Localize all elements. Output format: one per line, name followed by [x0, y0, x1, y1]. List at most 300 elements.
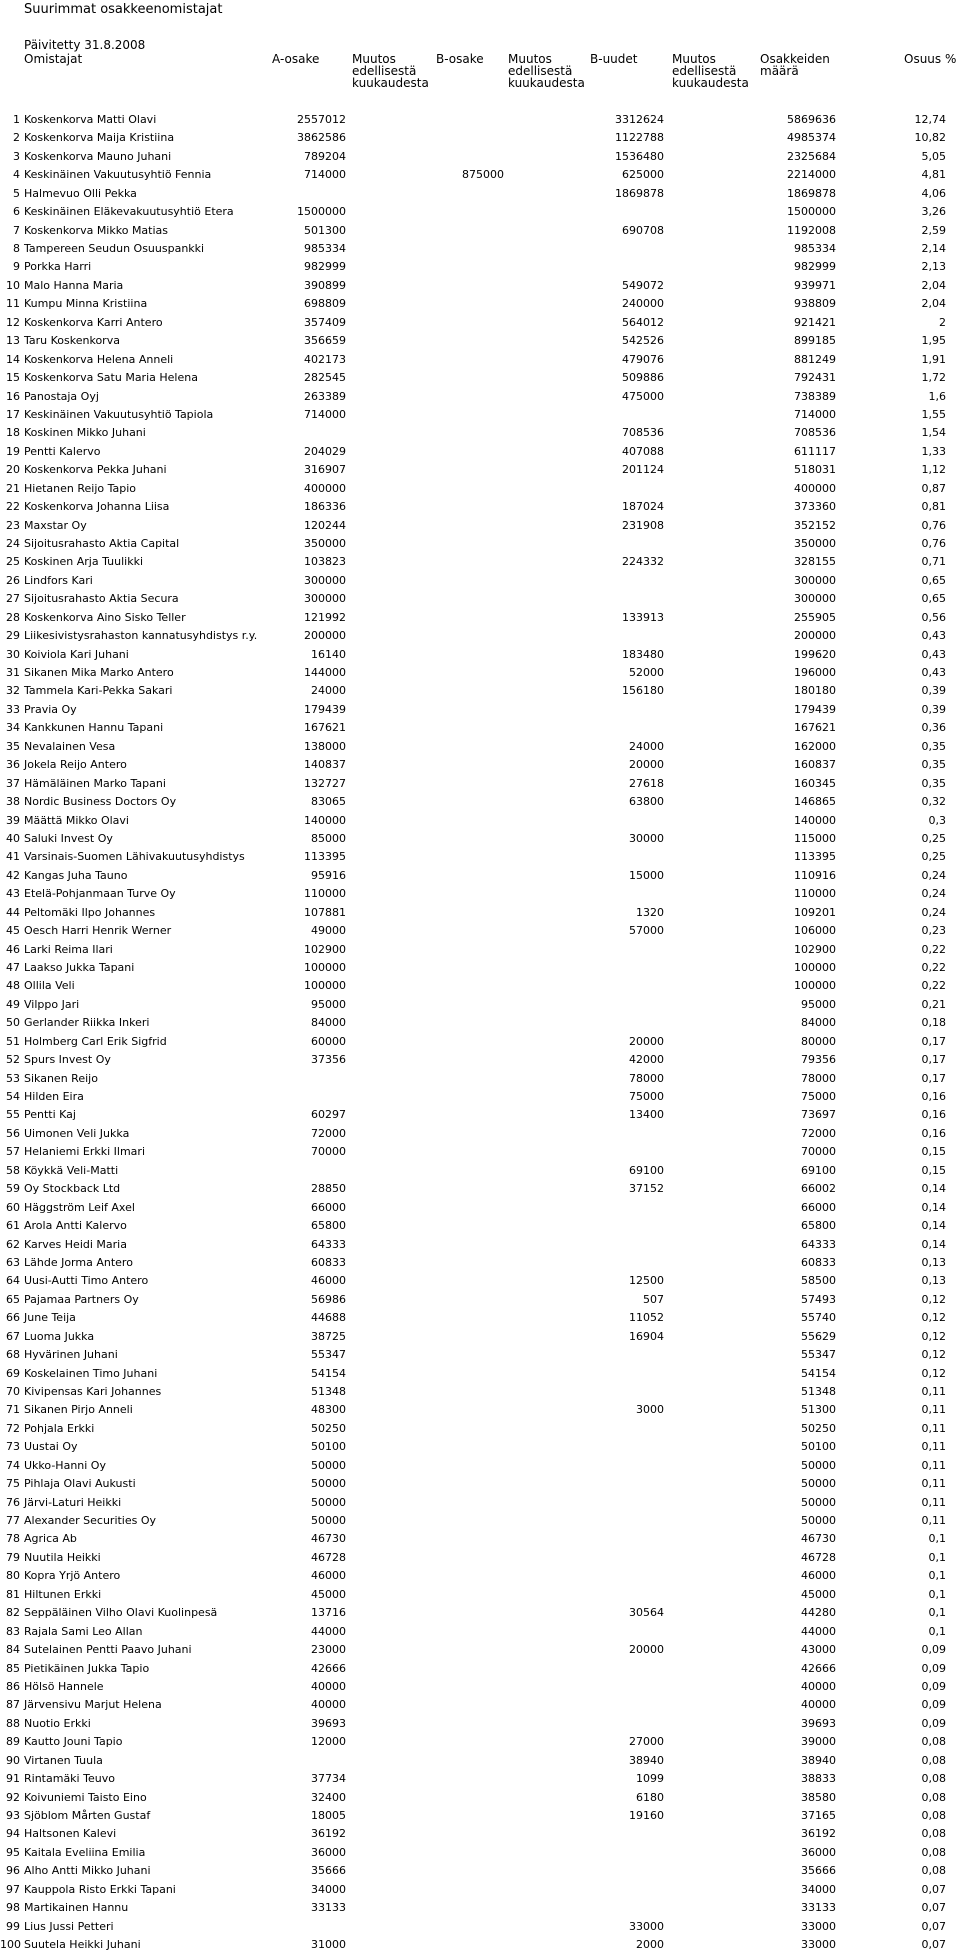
row-number: 65: [6, 1292, 20, 1306]
a-share: 37734: [311, 1772, 346, 1786]
owner-name: Uustai Oy: [24, 1440, 78, 1454]
percent: 1,12: [921, 463, 946, 477]
row-number: 64: [6, 1274, 20, 1288]
owner-name: Ukko-Hanni Oy: [24, 1458, 106, 1472]
row-number: 10: [6, 278, 20, 292]
owner-name: Nevalainen Vesa: [24, 739, 116, 753]
a-share: 24000: [311, 684, 346, 698]
row-number: 18: [6, 426, 20, 440]
percent: 0,16: [921, 1108, 946, 1122]
owner-name: Sutelainen Pentti Paavo Juhani: [24, 1643, 192, 1657]
a-share: 18005: [311, 1809, 346, 1823]
header-owners: Omistajat: [24, 52, 83, 66]
share-count: 43000: [801, 1643, 836, 1657]
b-new: 6180: [636, 1790, 664, 1804]
row-number: 47: [6, 961, 20, 974]
a-share: 36192: [311, 1827, 346, 1841]
share-count: 33133: [801, 1901, 836, 1915]
share-count: 146865: [794, 795, 836, 809]
row-number: 6: [13, 205, 20, 219]
share-count: 54154: [801, 1366, 836, 1380]
header-percent: Osuus %: [904, 52, 957, 66]
share-count: 350000: [794, 537, 836, 550]
a-share: 37356: [311, 1053, 346, 1067]
percent: 0,35: [921, 776, 946, 790]
a-share: 12000: [311, 1735, 346, 1749]
owner-name: Koskenkorva Mikko Matias: [24, 223, 169, 237]
a-share: 982999: [304, 260, 346, 274]
share-count: 50000: [801, 1495, 836, 1509]
owner-name: Koskenkorva Matti Olavi: [24, 113, 157, 126]
a-share: 144000: [304, 666, 346, 680]
row-number: 51: [6, 1034, 20, 1048]
percent: 0,1: [928, 1606, 946, 1620]
b-new: 1869878: [615, 186, 664, 200]
percent: 0,1: [928, 1569, 946, 1583]
a-share: 33133: [311, 1901, 346, 1915]
a-share: 28850: [311, 1182, 346, 1196]
share-count: 39693: [801, 1716, 836, 1730]
b-new: 3312624: [615, 113, 664, 126]
a-share: 60297: [311, 1108, 346, 1122]
row-number: 28: [6, 610, 20, 624]
owner-name: Hiltunen Erkki: [24, 1587, 102, 1601]
row-number: 39: [6, 813, 20, 827]
a-share: 167621: [304, 721, 346, 735]
owner-name: Koskenkorva Mauno Juhani: [24, 149, 172, 163]
a-share: 138000: [304, 739, 346, 753]
row-number: 63: [6, 1255, 20, 1269]
owner-name: Taru Koskenkorva: [24, 334, 120, 348]
row-number: 68: [6, 1348, 20, 1362]
a-share: 357409: [304, 315, 346, 329]
b-new: 690708: [622, 223, 664, 237]
percent: 2,14: [921, 242, 946, 256]
percent: 0,18: [921, 1016, 946, 1030]
owner-name: Järvi-Laturi Heikki: [24, 1495, 122, 1509]
a-share: 400000: [304, 481, 346, 495]
a-share: 132727: [304, 776, 346, 790]
owner-name: Jokela Reijo Antero: [24, 758, 127, 772]
share-count: 58500: [801, 1274, 836, 1288]
percent: 0,24: [921, 887, 946, 901]
share-count: 985334: [794, 242, 836, 256]
owner-name: Alexander Securities Oy: [24, 1514, 157, 1528]
share-count: 66002: [801, 1182, 836, 1196]
a-share: 186336: [304, 500, 346, 514]
owner-name: Keskinäinen Vakuutusyhtiö Fennia: [24, 168, 212, 182]
percent: 0,12: [921, 1366, 946, 1380]
owner-name: Pentti Kaj: [24, 1108, 76, 1122]
b-share: 875000: [462, 168, 504, 182]
b-new: 3000: [636, 1403, 664, 1417]
percent: 0,12: [921, 1311, 946, 1325]
header-share-count: Osakkeiden määrä: [760, 52, 830, 78]
a-share: 350000: [304, 537, 346, 550]
row-number: 57: [6, 1145, 20, 1159]
row-number: 87: [6, 1698, 20, 1712]
row-number: 9: [13, 260, 20, 274]
share-count: 95000: [801, 997, 836, 1011]
row-number: 40: [6, 831, 20, 845]
share-count: 80000: [801, 1034, 836, 1048]
row-number: 69: [6, 1366, 20, 1380]
owner-name: Rajala Sami Leo Allan: [24, 1624, 143, 1638]
share-count: 34000: [801, 1882, 836, 1896]
header-a-share: A-osake: [272, 52, 320, 66]
percent: 0,22: [921, 961, 946, 974]
percent: 0,09: [921, 1716, 946, 1730]
owner-name: Pietikäinen Jukka Tapio: [24, 1661, 150, 1675]
b-new: 475000: [622, 389, 664, 403]
row-number: 14: [6, 352, 20, 366]
owner-name: Holmberg Carl Erik Sigfrid: [24, 1034, 167, 1048]
b-new: 2000: [636, 1938, 664, 1951]
share-count: 792431: [794, 371, 836, 385]
row-number: 62: [6, 1237, 20, 1251]
a-share: 390899: [304, 278, 346, 292]
percent: 0,21: [921, 997, 946, 1011]
row-number: 11: [6, 297, 20, 311]
row-number: 38: [6, 795, 20, 809]
row-number: 5: [13, 186, 20, 200]
a-share: 204029: [304, 444, 346, 458]
row-number: 86: [6, 1679, 20, 1693]
share-count: 200000: [794, 629, 836, 643]
percent: 0,12: [921, 1329, 946, 1343]
b-new: 12500: [629, 1274, 664, 1288]
share-count: 55347: [801, 1348, 836, 1362]
b-new: 231908: [622, 518, 664, 532]
row-number: 82: [6, 1606, 20, 1620]
b-new: 1122788: [615, 131, 664, 145]
a-share: 40000: [311, 1679, 346, 1693]
b-new: 27000: [629, 1735, 664, 1749]
owner-name: Järvensivu Marjut Helena: [24, 1698, 162, 1712]
percent: 0,22: [921, 979, 946, 993]
row-number: 66: [6, 1311, 20, 1325]
b-new: 625000: [622, 168, 664, 182]
share-count: 1192008: [787, 223, 836, 237]
percent: 0,35: [921, 739, 946, 753]
percent: 0,08: [921, 1735, 946, 1749]
b-new: 708536: [622, 426, 664, 440]
owner-name: Koskenkorva Pekka Juhani: [24, 463, 167, 477]
owner-name: Uusi-Autti Timo Antero: [24, 1274, 149, 1288]
owner-name: Ollila Veli: [24, 979, 75, 993]
row-number: 56: [6, 1126, 20, 1140]
a-share: 121992: [304, 610, 346, 624]
row-number: 78: [6, 1532, 20, 1546]
a-share: 789204: [304, 149, 346, 163]
row-number: 80: [6, 1569, 20, 1583]
percent: 1,33: [921, 444, 946, 458]
owner-name: Uimonen Veli Jukka: [24, 1126, 130, 1140]
row-number: 79: [6, 1550, 20, 1564]
updated-date: Päivitetty 31.8.2008: [24, 38, 146, 52]
row-number: 16: [6, 389, 20, 403]
share-count: 50250: [801, 1421, 836, 1435]
row-number: 41: [6, 850, 20, 864]
owner-name: Arola Antti Kalervo: [24, 1219, 127, 1233]
percent: 0,24: [921, 868, 946, 882]
percent: 0,23: [921, 924, 946, 938]
percent: 2,04: [921, 297, 946, 311]
percent: 0,14: [921, 1182, 946, 1196]
owner-name: Lähde Jorma Antero: [24, 1255, 133, 1269]
share-count: 400000: [794, 481, 836, 495]
owner-name: Kopra Yrjö Antero: [24, 1569, 121, 1583]
percent: 2: [939, 315, 946, 329]
percent: 0,25: [921, 850, 946, 864]
share-count: 982999: [794, 260, 836, 274]
a-share: 70000: [311, 1145, 346, 1159]
a-share: 72000: [311, 1126, 346, 1140]
a-share: 16140: [311, 647, 346, 661]
row-number: 23: [6, 518, 20, 532]
header-b-share: B-osake: [436, 52, 484, 66]
owner-name: Larki Reima Ilari: [24, 942, 113, 956]
share-count: 50000: [801, 1514, 836, 1528]
percent: 0,08: [921, 1772, 946, 1786]
a-share: 140000: [304, 813, 346, 827]
percent: 0,17: [921, 1034, 946, 1048]
share-count: 255905: [794, 610, 836, 624]
percent: 0,16: [921, 1090, 946, 1104]
a-share: 46000: [311, 1274, 346, 1288]
percent: 0,43: [921, 666, 946, 680]
percent: 0,3: [928, 813, 946, 827]
a-share: 56986: [311, 1292, 346, 1306]
row-number: 55: [6, 1108, 20, 1122]
share-count: 373360: [794, 500, 836, 514]
a-share: 31000: [311, 1938, 346, 1951]
owner-name: Seppäläinen Vilho Olavi Kuolinpesä: [24, 1606, 218, 1620]
share-count: 881249: [794, 352, 836, 366]
row-number: 60: [6, 1200, 20, 1214]
row-number: 25: [6, 555, 20, 569]
a-share: 50250: [311, 1421, 346, 1435]
b-new: 549072: [622, 278, 664, 292]
owner-name: Panostaja Oyj: [24, 389, 99, 403]
owner-name: Hämäläinen Marko Tapani: [24, 776, 166, 790]
share-count: 115000: [794, 831, 836, 845]
b-new: 240000: [622, 297, 664, 311]
share-count: 72000: [801, 1126, 836, 1140]
a-share: 698809: [304, 297, 346, 311]
row-number: 58: [6, 1163, 20, 1177]
percent: 0,08: [921, 1827, 946, 1841]
b-new: 57000: [629, 924, 664, 938]
a-share: 402173: [304, 352, 346, 366]
b-new: 479076: [622, 352, 664, 366]
owner-name: Pohjala Erkki: [24, 1421, 95, 1435]
owner-name: Hilden Eira: [24, 1090, 84, 1104]
row-number: 27: [6, 592, 20, 606]
a-share: 39693: [311, 1716, 346, 1730]
row-number: 46: [6, 942, 20, 956]
share-count: 38940: [801, 1753, 836, 1767]
owner-name: Haltsonen Kalevi: [24, 1827, 117, 1841]
a-share: 36000: [311, 1845, 346, 1859]
b-new: 187024: [622, 500, 664, 514]
a-share: 55347: [311, 1348, 346, 1362]
percent: 0,81: [921, 500, 946, 514]
a-share: 85000: [311, 831, 346, 845]
percent: 1,55: [921, 407, 946, 421]
percent: 0,09: [921, 1661, 946, 1675]
share-count: 110000: [794, 887, 836, 901]
owner-name: Koskelainen Timo Juhani: [24, 1366, 158, 1380]
percent: 4,06: [921, 186, 946, 200]
percent: 0,76: [921, 537, 946, 550]
share-count: 611117: [794, 444, 836, 458]
a-share: 46000: [311, 1569, 346, 1583]
b-new: 20000: [629, 758, 664, 772]
a-share: 50000: [311, 1458, 346, 1472]
a-share: 103823: [304, 555, 346, 569]
owner-name: Porkka Harri: [24, 260, 92, 274]
share-count: 44280: [801, 1606, 836, 1620]
row-number: 50: [6, 1016, 20, 1030]
row-number: 61: [6, 1219, 20, 1233]
owner-name: Koivuniemi Taisto Eino: [24, 1790, 147, 1804]
row-number: 91: [6, 1772, 20, 1786]
b-new: 1320: [636, 905, 664, 919]
a-share: 113395: [304, 850, 346, 864]
header-a-change: Muutos edellisestä kuukaudesta: [352, 52, 429, 90]
a-share: 60000: [311, 1034, 346, 1048]
a-share: 985334: [304, 242, 346, 256]
row-number: 75: [6, 1477, 20, 1491]
b-new: 20000: [629, 1034, 664, 1048]
row-number: 76: [6, 1495, 20, 1509]
owner-name: Alho Antti Mikko Juhani: [24, 1864, 151, 1878]
row-number: 72: [6, 1421, 20, 1435]
row-number: 15: [6, 371, 20, 385]
percent: 0,25: [921, 831, 946, 845]
percent: 0,11: [921, 1421, 946, 1435]
row-number: 36: [6, 758, 20, 772]
row-number: 3: [13, 149, 20, 163]
a-share: 95000: [311, 997, 346, 1011]
owner-name: Virtanen Tuula: [24, 1753, 103, 1767]
percent: 0,32: [921, 795, 946, 809]
percent: 0,08: [921, 1809, 946, 1823]
share-count: 109201: [794, 905, 836, 919]
owner-name: Etelä-Pohjanmaan Turve Oy: [24, 887, 176, 901]
owner-name: Sijoitusrahasto Aktia Secura: [24, 592, 179, 606]
row-number: 13: [6, 334, 20, 348]
b-new: 564012: [622, 315, 664, 329]
percent: 0,56: [921, 610, 946, 624]
row-number: 67: [6, 1329, 20, 1343]
share-count: 42666: [801, 1661, 836, 1675]
share-count: 4985374: [787, 131, 836, 145]
owner-name: Koskenkorva Maija Kristiina: [24, 131, 175, 145]
row-number: 1: [13, 113, 20, 126]
percent: 1,6: [928, 389, 946, 403]
share-count: 57493: [801, 1292, 836, 1306]
row-number: 94: [6, 1827, 20, 1841]
b-new: 13400: [629, 1108, 664, 1122]
b-new: 69100: [629, 1163, 664, 1177]
b-new: 183480: [622, 647, 664, 661]
share-count: 73697: [801, 1108, 836, 1122]
a-share: 34000: [311, 1882, 346, 1896]
share-count: 100000: [794, 979, 836, 993]
row-number: 59: [6, 1182, 20, 1196]
share-count: 106000: [794, 924, 836, 938]
share-count: 2214000: [787, 168, 836, 182]
percent: 0,15: [921, 1145, 946, 1159]
percent: 4,81: [921, 168, 946, 182]
row-number: 37: [6, 776, 20, 790]
percent: 0,65: [921, 592, 946, 606]
share-count: 162000: [794, 739, 836, 753]
owner-name: Koskinen Arja Tuulikki: [24, 555, 144, 569]
percent: 0,11: [921, 1458, 946, 1472]
b-new: 42000: [629, 1053, 664, 1067]
b-new: 201124: [622, 463, 664, 477]
b-new: 542526: [622, 334, 664, 348]
share-count: 46728: [801, 1550, 836, 1564]
share-count: 33000: [801, 1938, 836, 1951]
row-number: 52: [6, 1053, 20, 1067]
row-number: 42: [6, 868, 20, 882]
percent: 3,26: [921, 205, 946, 219]
percent: 0,08: [921, 1753, 946, 1767]
row-number: 73: [6, 1440, 20, 1454]
owner-name: Pentti Kalervo: [24, 444, 101, 458]
owner-name: Kangas Juha Tauno: [24, 868, 128, 882]
row-number: 7: [13, 223, 20, 237]
share-count: 708536: [794, 426, 836, 440]
owner-name: Varsinais-Suomen Lähivakuutusyhdistys: [24, 850, 245, 864]
owner-name: Nuutila Heikki: [24, 1550, 101, 1564]
percent: 12,74: [914, 113, 946, 126]
owner-name: Sikanen Pirjo Anneli: [24, 1403, 133, 1417]
share-count: 2325684: [787, 149, 836, 163]
row-number: 96: [6, 1864, 20, 1878]
percent: 0,1: [928, 1587, 946, 1601]
percent: 0,22: [921, 942, 946, 956]
row-number: 48: [6, 979, 20, 993]
row-number: 17: [6, 407, 20, 421]
row-number: 29: [6, 629, 20, 643]
a-share: 44688: [311, 1311, 346, 1325]
share-count: 140000: [794, 813, 836, 827]
percent: 0,07: [921, 1938, 946, 1951]
a-share: 50000: [311, 1495, 346, 1509]
a-share: 66000: [311, 1200, 346, 1214]
percent: 0,14: [921, 1237, 946, 1251]
share-count: 352152: [794, 518, 836, 532]
row-number: 44: [6, 905, 20, 919]
a-share: 35666: [311, 1864, 346, 1878]
a-share: 263389: [304, 389, 346, 403]
share-count: 921421: [794, 315, 836, 329]
row-number: 31: [6, 666, 20, 680]
a-share: 23000: [311, 1643, 346, 1657]
b-new: 52000: [629, 666, 664, 680]
percent: 2,13: [921, 260, 946, 274]
share-count: 33000: [801, 1919, 836, 1933]
a-share: 51348: [311, 1385, 346, 1398]
share-count: 160837: [794, 758, 836, 772]
row-number: 24: [6, 537, 20, 550]
owner-name: Sikanen Mika Marko Antero: [24, 666, 174, 680]
